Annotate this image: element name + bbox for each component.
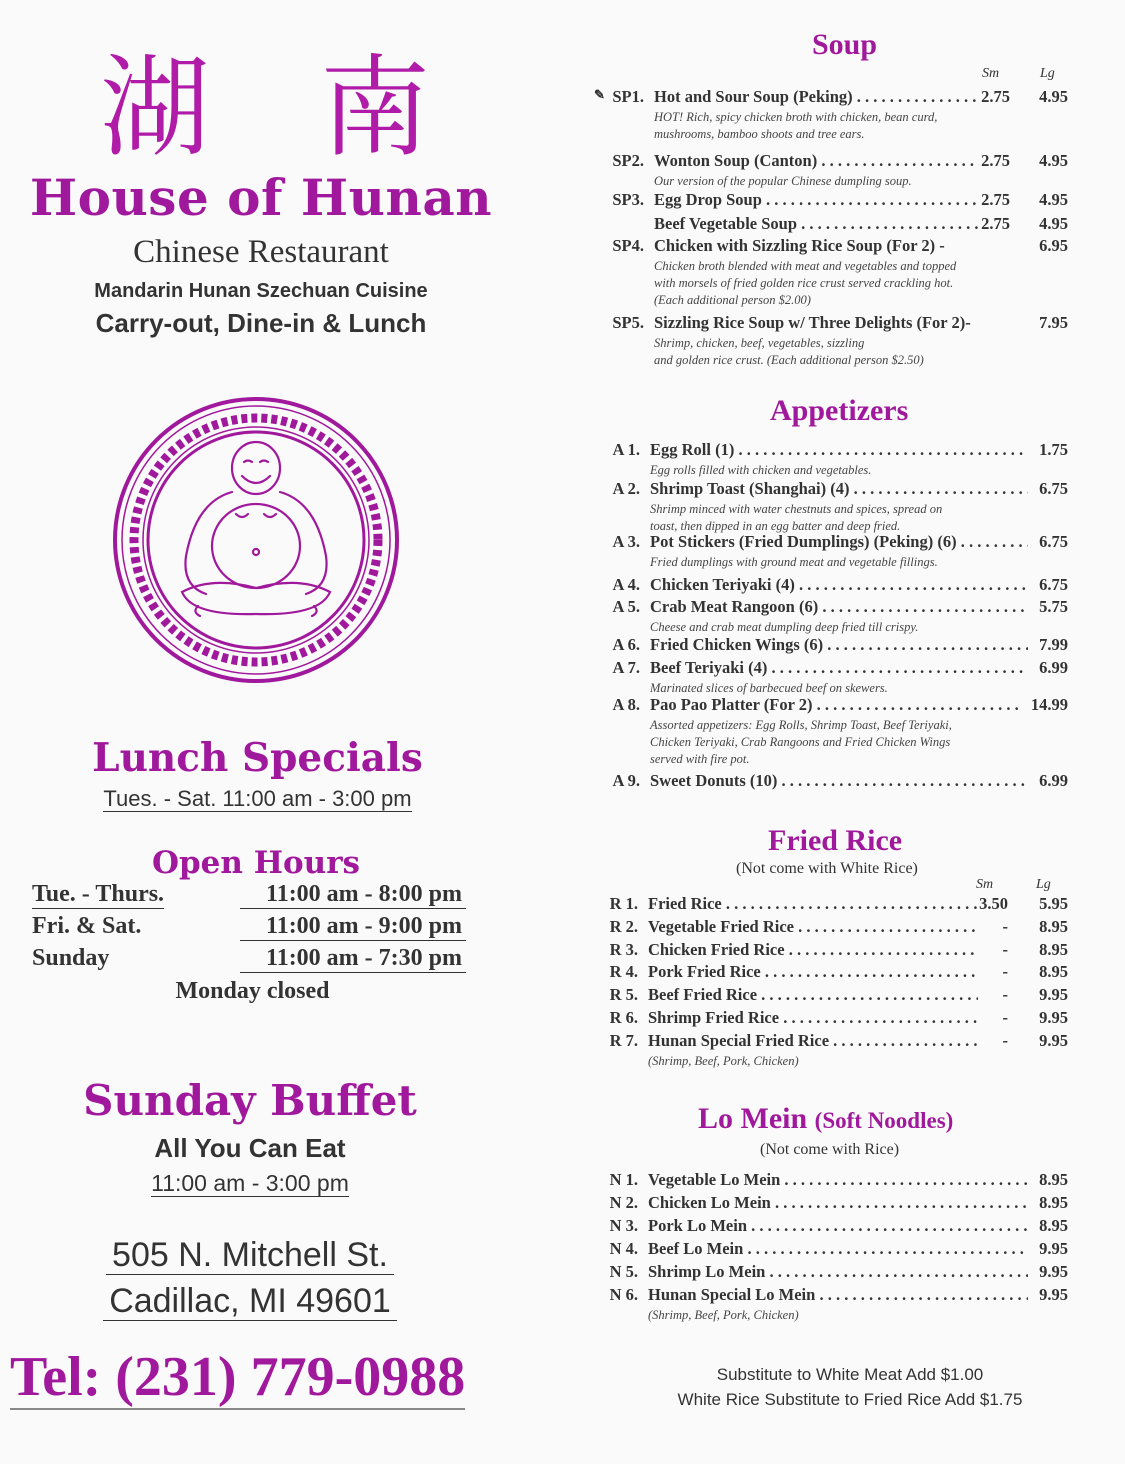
menu-item xyxy=(590,597,1068,617)
menu-item xyxy=(590,1285,1068,1305)
open-hours-title: Open Hours xyxy=(151,845,361,881)
menu-item xyxy=(590,940,1068,960)
menu-item-description: Shrimp minced with water chestnuts and spices, spread on xyxy=(650,502,943,516)
chinese-name xyxy=(100,44,430,172)
menu-item xyxy=(590,985,1068,1005)
menu-item xyxy=(590,214,1068,234)
menu-item-code: SP5. xyxy=(612,313,644,332)
menu-item-price: 6.99 xyxy=(1039,771,1068,790)
open-hours-days: Fri. & Sat. xyxy=(32,913,142,939)
menu-item-code: R 1. xyxy=(609,894,638,913)
menu-item-code: R 7. xyxy=(609,1031,638,1050)
menu-item xyxy=(590,1031,1068,1051)
menu-item-description: Our version of the popular Chinese dumpling soup. xyxy=(654,174,912,188)
restaurant-name: House of Hunan xyxy=(29,168,493,227)
open-hours-days: Sunday xyxy=(32,945,110,971)
menu-item-code: SP1. xyxy=(612,87,644,106)
menu-item-description: Egg rolls filled with chicken and vegetables. xyxy=(650,463,872,477)
menu-item-price-large: 9.95 xyxy=(1039,985,1068,1004)
open-hours-days: Tue. - Thurs. xyxy=(32,881,165,907)
menu-item-code: N 3. xyxy=(609,1216,638,1235)
menu-item xyxy=(590,635,1068,655)
open-hours-time: 11:00 am - 7:30 pm xyxy=(240,945,466,973)
menu-item-code: A 6. xyxy=(612,635,640,654)
menu-item-name: Beef Teriyaki (4) . . . xyxy=(650,658,1028,678)
menu-item-price-small: - xyxy=(1002,985,1008,1004)
menu-item-price-small: - xyxy=(1002,917,1008,936)
open-hours-time: 11:00 am - 9:00 pm xyxy=(240,913,466,941)
small-size-label: Sm xyxy=(982,66,1000,81)
lo-mein-subtitle: (Not come with Rice) xyxy=(760,1141,900,1158)
menu-item-code: R 4. xyxy=(609,962,638,981)
menu-item-name: Pao Pao Platter (For 2) . . . xyxy=(650,695,1018,715)
menu-item-price-large: 9.95 xyxy=(1039,1031,1068,1050)
menu-item-description: with morsels of fried golden rice crust served crackling hot. xyxy=(654,276,954,290)
menu-item-description: served with fire pot. xyxy=(650,752,750,766)
menu-item xyxy=(590,440,1068,460)
menu-item xyxy=(590,151,1068,171)
menu-item-code: R 2. xyxy=(609,917,638,936)
menu-item-price: 6.75 xyxy=(1039,532,1068,551)
small-size-label: Sm xyxy=(976,877,994,892)
menu-item-code: A 4. xyxy=(612,575,640,594)
menu-item-code: N 6. xyxy=(609,1285,638,1304)
menu-item-price: 6.75 xyxy=(1039,479,1068,498)
menu-item-name: Shrimp Lo Mein . . . xyxy=(648,1262,1028,1282)
footer-note-fried-rice: White Rice Substitute to Fried Rice Add $1.75 xyxy=(677,1390,1023,1409)
menu-item-price-small: 2.75 xyxy=(981,87,1010,106)
cuisine-line: Mandarin Hunan Szechuan Cuisine xyxy=(94,280,428,302)
menu-item-price-large: 7.95 xyxy=(1039,313,1068,332)
closed-day: Monday closed xyxy=(175,978,330,1004)
menu-item-code: R 5. xyxy=(609,985,638,1004)
soup-title: Soup xyxy=(812,28,878,61)
hot-pepper-icon: ✎ xyxy=(594,87,605,102)
menu-item-description: HOT! Rich, spicy chicken broth with chicken, bean curd, xyxy=(654,110,938,124)
menu-item-code: N 5. xyxy=(609,1262,638,1281)
menu-item-code: SP3. xyxy=(612,190,644,209)
menu-item-description: and golden rice crust. (Each additional person $2.50) xyxy=(654,353,924,367)
menu-item-price-large: 8.95 xyxy=(1039,917,1068,936)
menu-item-description: (Shrimp, Beef, Pork, Chicken) xyxy=(648,1308,799,1322)
menu-item-price: 7.99 xyxy=(1039,635,1068,654)
menu-item-name: Chicken Lo Mein . . . xyxy=(648,1193,1028,1213)
buffet-subtitle: All You Can Eat xyxy=(154,1133,346,1163)
menu-item-price-small: 2.75 xyxy=(981,214,1010,233)
menu-item-price: 9.95 xyxy=(1039,1262,1068,1281)
fried-rice-title: Fried Rice xyxy=(768,824,903,857)
menu-item-price-large: 4.95 xyxy=(1039,190,1068,209)
menu-item-name: Wonton Soup (Canton) . . . xyxy=(654,151,979,171)
menu-item xyxy=(590,1216,1068,1236)
menu-item-price: 14.99 xyxy=(1030,695,1068,714)
menu-item-name: Vegetable Lo Mein . . . xyxy=(648,1170,1028,1190)
menu-item-price: 1.75 xyxy=(1039,440,1068,459)
menu-item-code: N 1. xyxy=(609,1170,638,1189)
menu-item-description: Shrimp, chicken, beef, vegetables, sizzling xyxy=(654,336,865,350)
menu-item-code: R 6. xyxy=(609,1008,638,1027)
menu-item xyxy=(590,87,1068,107)
menu-item xyxy=(590,962,1068,982)
menu-item-name: Sizzling Rice Soup w/ Three Delights (For 2)- xyxy=(654,313,971,332)
open-hours-row xyxy=(32,913,472,945)
menu-item-description: Marinated slices of barbecued beef on skewers. xyxy=(650,681,888,695)
appetizers-title: Appetizers xyxy=(770,394,909,427)
menu-item-code: R 3. xyxy=(609,940,638,959)
menu-item-code: N 4. xyxy=(609,1239,638,1258)
menu-item-name: Chicken Teriyaki (4) . . . xyxy=(650,575,1028,595)
menu-item-name: Beef Vegetable Soup . . . xyxy=(654,214,979,234)
services-line: Carry-out, Dine-in & Lunch xyxy=(95,308,427,338)
menu-item-name: Shrimp Fried Rice . . . xyxy=(648,1008,978,1028)
menu-item-name: Pork Fried Rice . . . xyxy=(648,962,978,982)
menu-item xyxy=(590,1262,1068,1282)
lunch-specials-title: Lunch Specials xyxy=(92,735,423,781)
chinese-char-hu: 湖 xyxy=(100,44,210,172)
menu-item-code: A 2. xyxy=(612,479,640,498)
menu-item-price-large: 8.95 xyxy=(1039,962,1068,981)
menu-item-code: A 9. xyxy=(612,771,640,790)
lunch-specials-hours: Tues. - Sat. 11:00 am - 3:00 pm xyxy=(103,786,412,811)
large-size-label: Lg xyxy=(1040,66,1055,81)
menu-item xyxy=(590,1239,1068,1259)
menu-item-name: Hot and Sour Soup (Peking) . . . xyxy=(654,87,979,107)
menu-item-price-large: 5.95 xyxy=(1039,894,1068,913)
menu-item-name: Hunan Special Fried Rice . . . xyxy=(648,1031,978,1051)
menu-item-description: Cheese and crab meat dumpling deep fried till crispy. xyxy=(650,620,919,634)
menu-item xyxy=(590,894,1068,914)
menu-item-price: 5.75 xyxy=(1039,597,1068,616)
menu-item-price: 8.95 xyxy=(1039,1170,1068,1189)
open-hours-time: 11:00 am - 8:00 pm xyxy=(240,881,466,909)
menu-item-name: Crab Meat Rangoon (6) . . . xyxy=(650,597,1028,617)
menu-item-price: 8.95 xyxy=(1039,1216,1068,1235)
menu-item-price-large: 4.95 xyxy=(1039,214,1068,233)
menu-item xyxy=(590,532,1068,552)
restaurant-subtitle: Chinese Restaurant xyxy=(133,234,389,270)
address-street: 505 N. Mitchell St. xyxy=(0,1236,500,1275)
address-city: Cadillac, MI 49601 xyxy=(0,1282,500,1321)
chinese-char-nan: 南 xyxy=(320,44,430,172)
menu-item-description: (Shrimp, Beef, Pork, Chicken) xyxy=(648,1054,799,1068)
menu-item-description: Assorted appetizers: Egg Rolls, Shrimp Toast, Beef Teriyaki, xyxy=(650,718,952,732)
menu-item-price-large: 4.95 xyxy=(1039,151,1068,170)
menu-item-name: Pork Lo Mein . . . xyxy=(648,1216,1028,1236)
menu-item-price-small: - xyxy=(1002,962,1008,981)
menu-item xyxy=(590,479,1068,499)
menu-item-name: Fried Chicken Wings (6) . . . xyxy=(650,635,1028,655)
large-size-label: Lg xyxy=(1036,877,1051,892)
menu-item xyxy=(590,1170,1068,1190)
menu-item xyxy=(590,236,1068,256)
footer-note-white-meat: Substitute to White Meat Add $1.00 xyxy=(716,1365,984,1384)
menu-item-code: A 8. xyxy=(612,695,640,714)
menu-item-price-small: - xyxy=(1002,940,1008,959)
menu-column xyxy=(590,0,1080,1464)
menu-item-code: SP4. xyxy=(612,236,644,255)
menu-item-name: Egg Drop Soup . . . xyxy=(654,190,979,210)
menu-item-description: Fried dumplings with ground meat and vegetable fillings. xyxy=(650,555,938,569)
menu-item xyxy=(590,695,1068,715)
menu-item-name: Pot Stickers (Fried Dumplings) (Peking) (6) . . . xyxy=(650,532,1028,552)
menu-item-name: Beef Fried Rice . . . xyxy=(648,985,978,1005)
menu-item xyxy=(590,1193,1068,1213)
menu-item xyxy=(590,658,1068,678)
menu-item-price-small: 3.50 xyxy=(979,894,1008,913)
menu-item-name: Shrimp Toast (Shanghai) (4) . . . xyxy=(650,479,1028,499)
menu-item-code: SP2. xyxy=(612,151,644,170)
menu-item-description: toast, then dipped in an egg batter and deep fried. xyxy=(650,519,901,533)
menu-item-price-small: - xyxy=(1002,1008,1008,1027)
menu-item-price: 6.99 xyxy=(1039,658,1068,677)
menu-item-price-large: 9.95 xyxy=(1039,1008,1068,1027)
menu-item-name: Beef Lo Mein . . . xyxy=(648,1239,1028,1259)
menu-item-price: 6.75 xyxy=(1039,575,1068,594)
phone-number[interactable]: Tel: (231) 779-0988 xyxy=(10,1346,466,1408)
buffet-hours: 11:00 am - 3:00 pm xyxy=(151,1170,349,1196)
menu-item xyxy=(590,190,1068,210)
menu-item-price-large: 6.95 xyxy=(1039,236,1068,255)
fried-rice-subtitle: (Not come with White Rice) xyxy=(736,860,918,877)
menu-item-description: mushrooms, bamboo shoots and tree ears. xyxy=(654,127,865,141)
open-hours-row xyxy=(32,945,472,977)
menu-item xyxy=(590,313,1068,333)
menu-item-price-large: 4.95 xyxy=(1039,87,1068,106)
menu-item-description: Chicken broth blended with meat and vegetables and topped xyxy=(654,259,957,273)
menu-item-price: 9.95 xyxy=(1039,1239,1068,1258)
menu-item xyxy=(590,1008,1068,1028)
menu-item-name: Vegetable Fried Rice . . . xyxy=(648,917,978,937)
menu-item-code: N 2. xyxy=(609,1193,638,1212)
menu-item-price-small: - xyxy=(1002,1031,1008,1050)
menu-item-code: A 1. xyxy=(612,440,640,459)
menu-item-price: 8.95 xyxy=(1039,1193,1068,1212)
menu-item xyxy=(590,917,1068,937)
menu-item-code: A 3. xyxy=(612,532,640,551)
menu-item-code: A 7. xyxy=(612,658,640,677)
menu-item-name: Egg Roll (1) . . . xyxy=(650,440,1028,460)
restaurant-info-column xyxy=(0,0,520,1464)
menu-item-description: (Each additional person $2.00) xyxy=(654,293,811,307)
laughing-buddha-emblem-icon xyxy=(112,396,400,684)
menu-item-name: Chicken Fried Rice . . . xyxy=(648,940,978,960)
menu-item-price-small: 2.75 xyxy=(981,151,1010,170)
menu-item-name: Chicken with Sizzling Rice Soup (For 2) - xyxy=(654,236,945,255)
menu-item-description: Chicken Teriyaki, Crab Rangoons and Fried Chicken Wings xyxy=(650,735,951,749)
menu-item-price-large: 8.95 xyxy=(1039,940,1068,959)
menu-item-code: A 5. xyxy=(612,597,640,616)
menu-item-name: Fried Rice . . . xyxy=(648,894,978,914)
menu-item-price-small: 2.75 xyxy=(981,190,1010,209)
sunday-buffet-title: Sunday Buffet xyxy=(83,1076,417,1125)
lo-mein-title: Lo Mein (Soft Noodles) xyxy=(698,1102,954,1135)
menu-item-name: Sweet Donuts (10) . . . xyxy=(650,771,1028,791)
menu-item-name: Hunan Special Lo Mein . . . xyxy=(648,1285,1028,1305)
menu-item xyxy=(590,575,1068,595)
open-hours-row xyxy=(32,881,472,913)
menu-item-price: 9.95 xyxy=(1039,1285,1068,1304)
menu-item xyxy=(590,771,1068,791)
